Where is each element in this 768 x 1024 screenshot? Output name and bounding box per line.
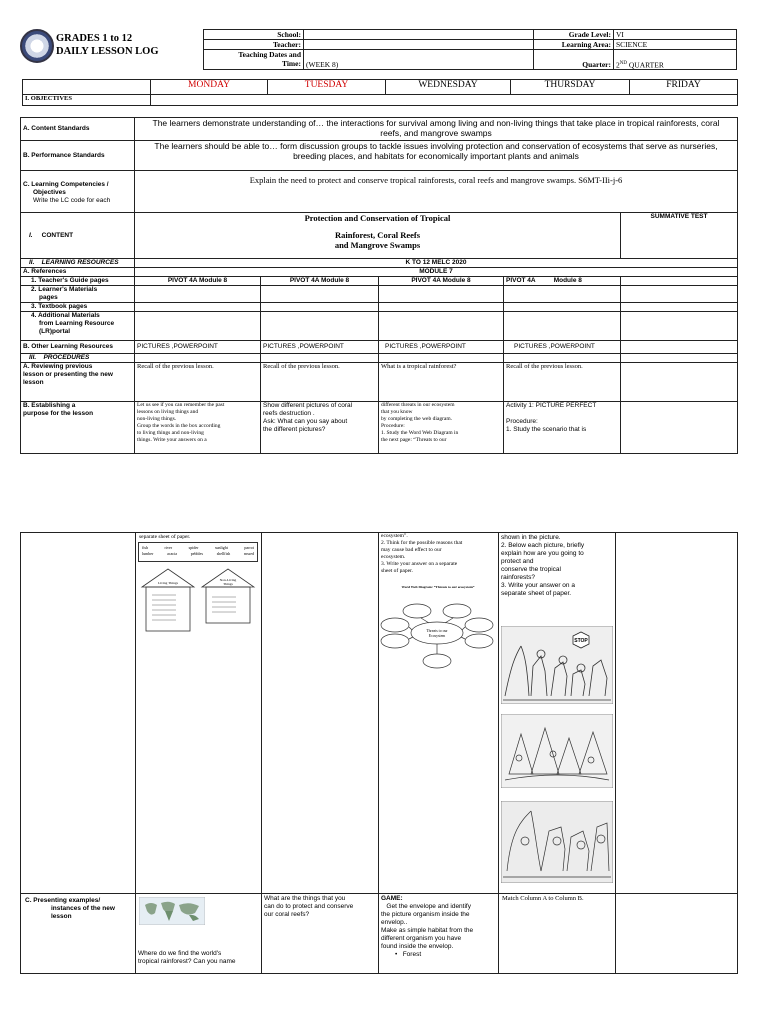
- grade-label: Grade Level:: [568, 30, 611, 39]
- purpose-mon-line: non-living things.: [137, 416, 177, 422]
- purpose-thu-line: [506, 410, 618, 418]
- stop-sign-text: STOP: [574, 638, 588, 644]
- day-friday: FRIDAY: [666, 80, 701, 90]
- thu-cont-line: separate sheet of paper.: [501, 590, 572, 597]
- content-standards-label: A. Content Standards: [23, 125, 90, 132]
- purpose-mon-line: to living things and non-living: [137, 430, 204, 436]
- purpose-thu-line: Procedure:: [506, 418, 538, 425]
- purpose-tue-line: Ask: What can you say about: [263, 418, 348, 425]
- word-item: river: [164, 545, 173, 550]
- purpose-thu-line: Activity 1: PICTURE PERFECT: [506, 402, 597, 409]
- am-label-2: from Learning Resource: [39, 320, 115, 327]
- thu-cont-line: 2. Below each picture, briefly: [501, 542, 585, 549]
- day-tuesday: TUESDAY: [304, 80, 349, 90]
- deped-seal: [20, 29, 54, 63]
- other-wednesday: PICTURES ,POWERPOINT: [385, 343, 466, 350]
- day-thursday: THURSDAY: [544, 80, 596, 90]
- competencies-label-2: Objectives: [33, 189, 66, 196]
- content-label: CONTENT: [41, 231, 74, 239]
- wed-cont-line: may cause bad effect to our: [381, 547, 442, 553]
- scenario-picture-1: [501, 626, 613, 704]
- word-item: spider: [188, 545, 199, 550]
- word-item: mssed: [244, 551, 254, 556]
- review-label-2: lesson or presenting the new: [23, 371, 113, 378]
- dates-label-2: Time:: [281, 59, 301, 68]
- house-diagram: [138, 565, 260, 635]
- wed-cont-line: ecosystem.: [381, 554, 406, 560]
- purpose-mon-line: Group the words in the box according: [137, 423, 221, 429]
- review-monday: Recall of the previous lesson.: [137, 363, 214, 370]
- day-monday: MONDAY: [188, 80, 230, 90]
- presenting-tue-line: our coral reefs?: [264, 911, 310, 918]
- dates-label-1: Teaching Dates and: [238, 50, 301, 59]
- title-grades: GRADES 1 to 12: [56, 33, 133, 44]
- resources-label: LEARNING RESOURCES: [41, 259, 119, 266]
- purpose-wed-line: different threats in our ecosystem: [381, 402, 455, 408]
- other-resources-label: B. Other Learning Resources: [23, 343, 113, 350]
- procedures-label-num: III.: [29, 354, 37, 361]
- content-friday: SUMMATIVE TEST: [650, 213, 708, 220]
- objectives-label: I. OBJECTIVES: [25, 95, 72, 102]
- presenting-label-3: lesson: [51, 913, 72, 920]
- purpose-wed-line: by completing the web diagram.: [381, 416, 453, 422]
- performance-standards-label: B. Performance Standards: [23, 151, 105, 159]
- tb-label: 3. Textbook pages: [31, 303, 88, 310]
- am-label-3: (LR)portal: [39, 328, 71, 335]
- tg-label: 1. Teacher's Guide pages: [31, 277, 109, 284]
- presenting-label-1: C. Presenting examples/: [25, 897, 101, 904]
- web-center-1: Threats to our: [426, 629, 448, 633]
- procedures-label: PROCEDURES: [43, 354, 90, 361]
- title-dll: DAILY LESSON LOG: [56, 46, 159, 57]
- purpose-tue-line: Show different pictures of coral: [263, 402, 353, 409]
- purpose-mon-line: things. Write your answers on a: [137, 437, 207, 443]
- purpose-tue-line: reefs destruction .: [263, 410, 315, 417]
- web-title: Word Web Diagram: “Threats to our ecosystem”: [401, 585, 475, 589]
- thu-cont-line: shown in the picture.: [501, 534, 561, 541]
- presenting-tue-line: can do to protect and conserve: [264, 903, 354, 910]
- presenting-label-2: instances of the new: [51, 905, 115, 912]
- word-item: acacia: [167, 551, 178, 556]
- review-label-3: lesson: [23, 379, 44, 386]
- word-item: shellfish: [216, 551, 231, 556]
- wed-cont-line: 2. Think for the possible reasons that: [381, 540, 463, 546]
- tg-thursday-b: Module 8: [553, 277, 582, 284]
- purpose-wed-line: the next page: “Threats to our: [381, 437, 447, 443]
- presenting-tue-line: What are the things that you: [264, 895, 346, 902]
- competencies-label-1: C. Learning Competencies /: [23, 181, 109, 188]
- am-label-1: 4. Additional Materials: [31, 312, 100, 319]
- word-item: lumber: [142, 551, 154, 556]
- grade-value: VI: [616, 30, 624, 39]
- review-label-1: A. Reviewing previous: [23, 363, 93, 370]
- word-box: [138, 542, 258, 562]
- word-item: sunlight: [214, 545, 228, 550]
- thu-cont-line: 3. Write your answer on a: [501, 582, 575, 589]
- word-item: parrot: [244, 545, 254, 550]
- references-label: A. References: [23, 268, 67, 275]
- competencies-label-3: Write the LC code for each: [33, 197, 111, 204]
- purpose-thu-line: 1. Study the scenario that is: [506, 426, 587, 433]
- wed-cont-line: ecosystem”.: [381, 533, 408, 539]
- web-center-2: Ecosystem: [428, 634, 446, 638]
- presenting-wed-title: GAME:: [381, 895, 403, 902]
- tg-wednesday: PIVOT 4A Module 8: [411, 277, 471, 284]
- presenting-wed-line: envelop..: [381, 919, 408, 926]
- house-nonliving-label-2: Things: [223, 582, 233, 586]
- lm-label-2: pages: [39, 294, 58, 301]
- teacher-label: Teacher:: [272, 40, 301, 49]
- quarter-num: 2: [616, 60, 620, 69]
- wed-cont-line: sheet of paper.: [381, 568, 413, 574]
- tg-thursday-a: PIVOT 4A: [506, 277, 536, 284]
- wed-cont-line: 3. Write your answer on a separate: [381, 561, 458, 567]
- content-label-num: I.: [29, 231, 33, 239]
- content-standards-text: The learners demonstrate understanding of… the interactions for survival among living and non-living things that take place in tropical rainforests, coral reefs, and mangrove swamps: [152, 118, 720, 138]
- header-table: [203, 29, 737, 70]
- purpose-label-2: purpose for the lesson: [23, 410, 94, 417]
- purpose-wed-line: Procedure:: [381, 423, 405, 429]
- purpose-wed-line: 1. Study the Word Web Diagram in: [381, 430, 459, 436]
- area-value: SCIENCE: [616, 40, 648, 49]
- purpose-tue-line: the different pictures?: [263, 426, 326, 433]
- days-table: [22, 79, 738, 106]
- purpose-label-1: B. Establishing a: [23, 402, 76, 409]
- quarter-sup: ND: [619, 60, 627, 66]
- module-label: MODULE 7: [419, 268, 453, 275]
- scenario-picture-2: [501, 714, 613, 788]
- house-living-label: Living Things: [158, 581, 178, 585]
- world-map-image: [139, 897, 205, 925]
- tg-monday: PIVOT 4A Module 8: [167, 277, 228, 284]
- dates-value: (WEEK 8): [306, 60, 339, 69]
- lesson-table: [20, 117, 738, 454]
- word-item: pebbles: [190, 551, 203, 556]
- thu-cont-line: rainforests?: [501, 574, 535, 581]
- web-diagram: [379, 583, 497, 678]
- purpose-wed-line: that you know: [381, 409, 413, 415]
- review-thursday: Recall of the previous lesson.: [506, 363, 583, 370]
- presenting-wed-line: Make as simple habitat from the: [381, 927, 474, 934]
- other-tuesday: PICTURES ,POWERPOINT: [263, 343, 344, 350]
- presenting-wed-bullet: Forest: [402, 951, 422, 958]
- thu-cont-line: explain how are you going to: [501, 550, 584, 557]
- thu-cont-line: conserve the tropical: [501, 566, 561, 573]
- bullet-icon: •: [395, 951, 398, 958]
- quarter-word: QUARTER: [628, 60, 664, 69]
- presenting-thu: Match Column A to Column B.: [502, 895, 584, 902]
- review-tuesday: Recall of the previous lesson.: [263, 363, 340, 370]
- melc: K TO 12 MELC 2020: [405, 259, 467, 266]
- tg-tuesday: PIVOT 4A Module 8: [289, 277, 350, 284]
- presenting-wed-line: the picture organism inside the: [381, 911, 470, 918]
- quarter-label: Quarter:: [582, 60, 611, 69]
- presenting-wed-line: found inside the envelop.: [381, 943, 454, 950]
- presenting-mon-1: Where do we find the world's: [138, 950, 222, 957]
- page2-table: [20, 532, 738, 974]
- area-label: Learning Area:: [561, 40, 611, 49]
- purpose-mon-line: Let us see if you can remember the past: [137, 402, 225, 408]
- presenting-wed-line: Get the envelope and identify: [381, 903, 471, 910]
- house-nonliving-label-1: Non-Living: [219, 578, 237, 582]
- presenting-mon-2: tropical rainforest? Can you name: [138, 958, 236, 965]
- other-thursday: PICTURES ,POWERPOINT: [514, 343, 595, 350]
- content-line-3: and Mangrove Swamps: [334, 240, 421, 250]
- day-wednesday: WEDNESDAY: [418, 80, 478, 90]
- lm-label-1: 2. Learner's Materials: [31, 286, 98, 293]
- resources-label-num: II.: [29, 259, 35, 266]
- scenario-picture-3: [501, 801, 613, 883]
- mon-cont: separate sheet of paper.: [139, 534, 191, 540]
- school-label: School:: [277, 30, 301, 39]
- competencies-text: Explain the need to protect and conserve tropical rainforests, coral reefs and mangrove swamps. S6MT-IIi-j-6: [249, 175, 623, 185]
- content-line-2: Rainforest, Coral Reefs: [334, 230, 421, 240]
- word-item: fish: [142, 545, 148, 550]
- content-line-1: Protection and Conservation of Tropical: [304, 213, 451, 223]
- performance-standards-text: The learners should be able to… form discussion groups to tackle issues involving protection and conservation of ecosystems that serve as nurseries, breeding places, and habitats for economically important plants and animals: [154, 141, 718, 161]
- purpose-mon-line: lessons on living things and: [137, 409, 199, 415]
- thu-cont-line: protect and: [501, 558, 534, 565]
- review-wednesday: What is a tropical rainforest?: [381, 363, 457, 370]
- other-monday: PICTURES ,POWERPOINT: [137, 343, 218, 350]
- presenting-wed-line: different organism you have: [381, 935, 462, 942]
